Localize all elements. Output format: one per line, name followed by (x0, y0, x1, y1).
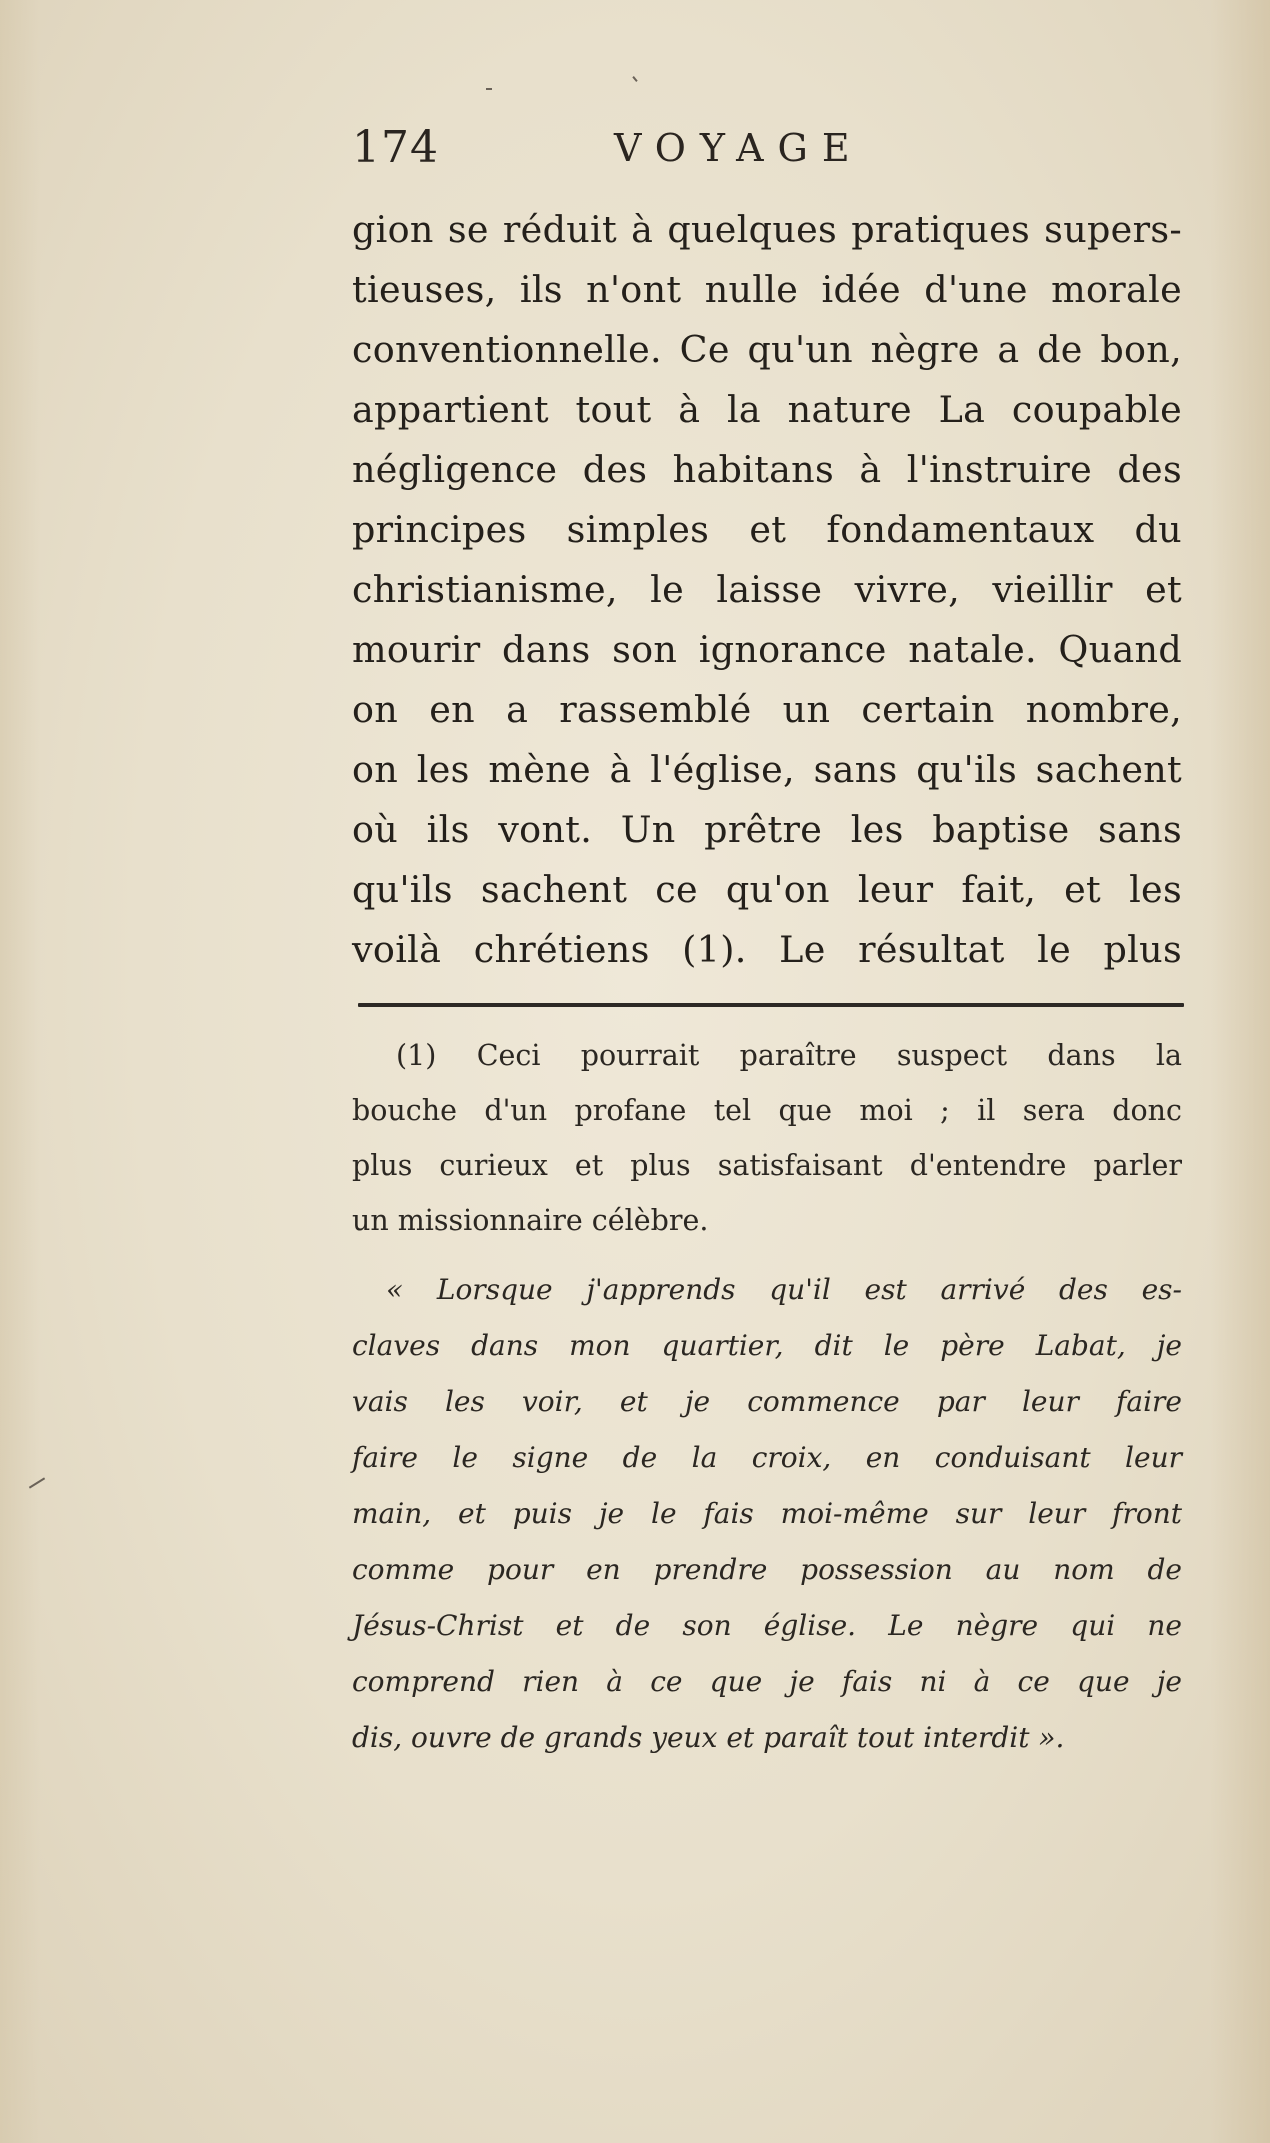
footnote-line: (1) Ceci pourrait paraître suspect dans la (396, 1039, 1182, 1072)
quote-line: comprend rien à ce que je fais ni à ce que je (352, 1665, 1182, 1698)
body-line: on en a rassemblé un certain nombre, (352, 688, 1182, 731)
body-line: conventionnelle. Ce qu'un nègre a de bon, (352, 328, 1182, 371)
body-line: qu'ils sachent ce qu'on leur fait, et les (352, 868, 1182, 911)
page-header (352, 122, 1182, 182)
paper-blemish (486, 88, 492, 90)
body-line: principes simples et fondamentaux du (352, 508, 1182, 551)
body-line: tieuses, ils n'ont nulle idée d'une morale (352, 268, 1182, 311)
body-line: on les mène à l'église, sans qu'ils sachent (352, 748, 1182, 791)
quote-line: main, et puis je le fais moi-même sur leur front (352, 1497, 1182, 1530)
body-line: négligence des habitans à l'instruire des (352, 448, 1182, 491)
footnote-line: bouche d'un profane tel que moi ; il sera donc (352, 1094, 1182, 1127)
quote-line: « Lorsque j'apprends qu'il est arrivé des es- (386, 1273, 1182, 1306)
paper-blemish (632, 76, 637, 82)
quote-line: vais les voir, et je commence par leur faire (352, 1385, 1182, 1418)
body-line: appartient tout à la nature La coupable (352, 388, 1182, 431)
footnote-line: un missionnaire célèbre. (352, 1204, 709, 1237)
page-number: 174 (352, 122, 439, 173)
footnote-block (352, 1028, 1182, 1766)
body-line: où ils vont. Un prêtre les baptise sans (352, 808, 1182, 851)
footnote-separator-rule (358, 1003, 1184, 1007)
body-line: gion se réduit à quelques pratiques supers- (352, 208, 1182, 251)
quote-line: claves dans mon quartier, dit le père Labat, je (352, 1329, 1182, 1362)
quote-line: comme pour en prendre possession au nom de (352, 1553, 1182, 1586)
footnote-line: plus curieux et plus satisfaisant d'entendre parler (352, 1149, 1182, 1182)
footnote-quote (352, 1262, 1182, 1766)
body-line: mourir dans son ignorance natale. Quand (352, 628, 1182, 671)
quote-line: Jésus-Christ et de son église. Le nègre qui ne (352, 1609, 1182, 1642)
body-line: voilà chrétiens (1). Le résultat le plus (352, 928, 1182, 971)
body-line: christianisme, le laisse vivre, vieillir et (352, 568, 1182, 611)
paper-blemish (29, 1477, 45, 1488)
body-paragraph (352, 200, 1182, 980)
running-head: VOYAGE (614, 126, 864, 170)
quote-line: faire le signe de la croix, en conduisant leur (352, 1441, 1182, 1474)
quote-line: dis, ouvre de grands yeux et paraît tout interdit ». (352, 1721, 1065, 1754)
